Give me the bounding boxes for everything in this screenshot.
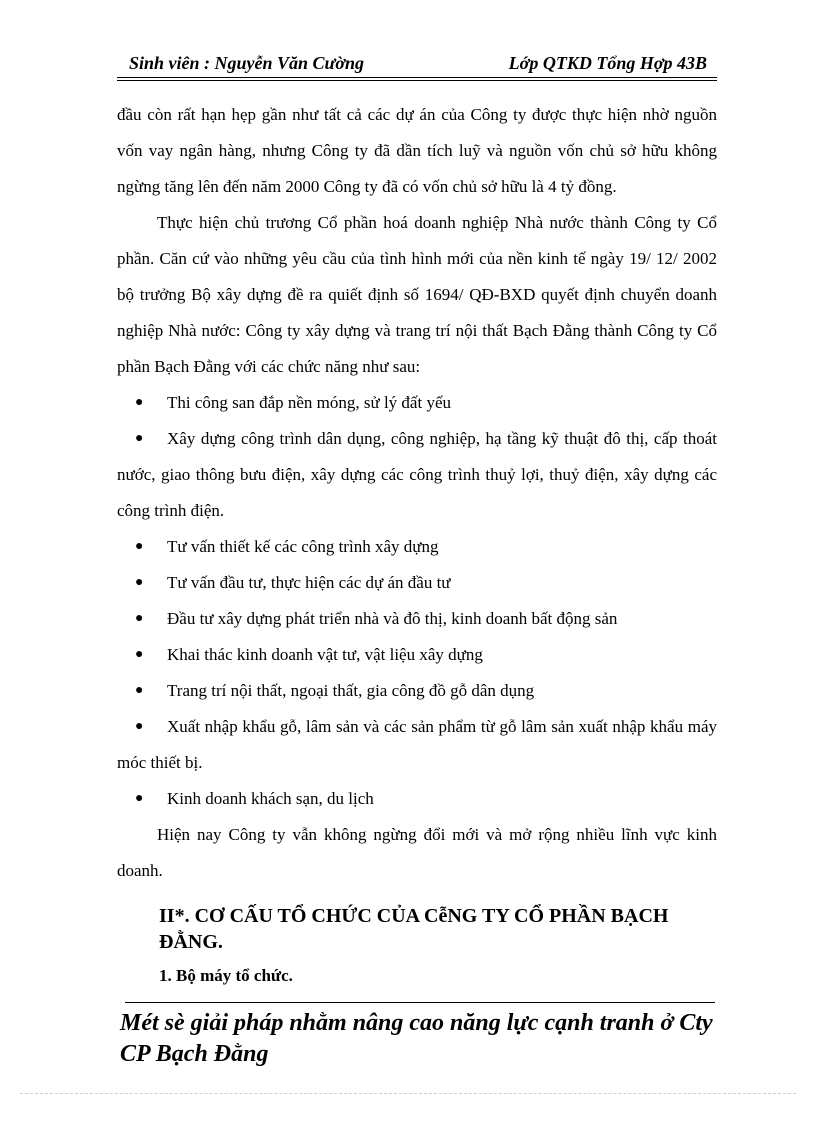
document-body [117,97,717,991]
footer-rule [125,1002,715,1003]
class-name: Lớp QTKD Tổng Hợp 43B [508,53,707,73]
student-name: Sinh viên : Nguyễn Văn Cường [129,53,364,73]
bullet-icon: ● [135,791,144,806]
bullet-icon: ● [135,611,144,626]
paragraph: đầu còn rất hạn hẹp gần như tất cả các dự án của Công ty được thực hiện nhờ nguồn vốn vay ngân hàng, nhưng Công ty đã dần tích luỹ và nguồn vốn chủ sở hữu không ngừng tăng lên đến năm 2000 Công ty đã có vốn chủ sở hữu là 4 tỷ đồng. [117,105,717,196]
list-item [117,637,717,673]
page-header [117,50,717,80]
list-item-text: Xây dựng công trình dân dụng, công nghiệp, hạ tầng kỹ thuật đô thị, cấp thoát nước, giao thông bưu điện, xây dựng các công trình thuỷ lợi, thuỷ điện, xây dựng các công trình điện. [117,429,717,520]
list-item-text: Trang trí nội thất, ngoại thất, gia công đồ gỗ dân dụng [167,681,535,700]
list-item [117,529,717,565]
list-item-text: Đầu tư xây dựng phát triển nhà và đô thị, kinh doanh bất động sản [167,609,618,628]
paragraph: Hiện nay Công ty vẫn không ngừng đổi mới và mở rộng nhiều lĩnh vực kinh doanh. [117,825,717,880]
list-item [117,709,717,781]
page-break-line [20,1093,796,1094]
bullet-icon: ● [135,683,144,698]
footer-title: Mét sè giải pháp nhằm nâng cao năng lực cạnh tranh ở Cty CP Bạch Đằng [120,1010,713,1067]
bullet-icon: ● [135,539,144,554]
bullet-icon: ● [135,395,144,410]
subsection-heading: 1. Bộ máy tổ chức. [159,966,293,985]
header-rule [117,77,717,81]
list-item [117,385,717,421]
list-item [117,565,717,601]
section-heading: II*. CƠ CẤU TỔ CHỨC CỦA CễNG TY CỔ PHẦN BẠCH ĐẰNG. [159,905,669,953]
list-item-text: Thi công san đắp nền móng, sử lý đất yếu [167,393,451,412]
bullet-icon: ● [135,431,144,446]
list-item [117,673,717,709]
list-item [117,601,717,637]
bullet-icon: ● [135,647,144,662]
list-item [117,421,717,529]
list-item-text: Khai thác kinh doanh vật tư, vật liệu xây dựng [167,645,483,664]
list-item-text: Tư vấn đầu tư, thực hiện các dự án đầu tư [167,573,451,592]
list-item-text: Tư vấn thiết kế các công trình xây dựng [167,537,439,556]
list-item-text: Xuất nhập khẩu gỗ, lâm sản và các sản phẩm từ gỗ lâm sản xuất nhập khẩu máy móc thiết bị. [117,717,717,772]
list-item-text: Kinh doanh khách sạn, du lịch [167,789,374,808]
list-item [117,781,717,817]
paragraph: Thực hiện chủ trương Cổ phần hoá doanh nghiệp Nhà nước thành Công ty Cổ phần. Căn cứ vào những yêu cầu của tình hình mới của nền kinh tế ngày 19/ 12/ 2002 bộ trưởng Bộ xây dựng đề ra quiết định số 1694/ QĐ-BXD quyết định chuyển doanh nghiệp Nhà nước: Công ty xây dựng và trang trí nội thất Bạch Đằng thành Công ty Cổ phần Bạch Đằng với các chức năng như sau: [117,213,717,376]
bullet-icon: ● [135,575,144,590]
bullet-icon: ● [135,719,144,734]
